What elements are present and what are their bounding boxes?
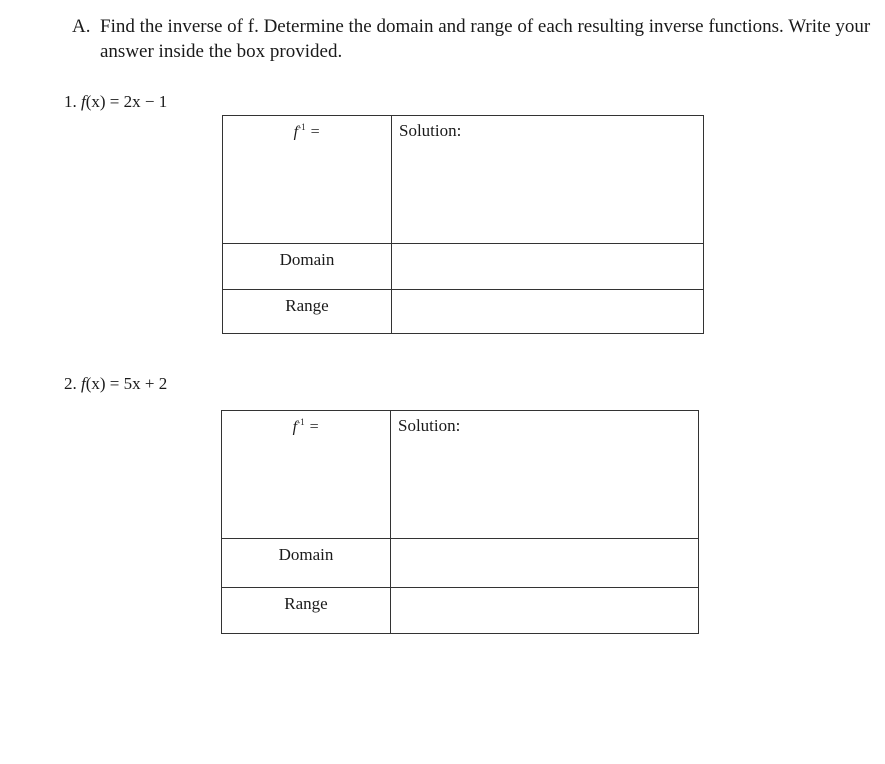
problem-2-range-label: Range (284, 594, 328, 613)
problem-1-function-name: f (81, 92, 86, 111)
problem-1-inverse-label: $f^{-1}$ = (293, 122, 321, 141)
problem-1-range-label-cell (223, 290, 392, 334)
problem-1-range-answer-cell[interactable] (392, 290, 704, 334)
problem-1-domain-answer-cell[interactable] (392, 244, 704, 290)
problem-2-statement (64, 374, 167, 394)
problem-2-solution-label: Solution: (398, 416, 461, 435)
problem-1-domain-label-cell (223, 244, 392, 290)
problem-2-range-label-cell (222, 588, 391, 634)
instruction-label: A. (72, 16, 91, 37)
problem-2-expression: (x) = 5x + 2 (85, 374, 168, 393)
problem-1-range-label: Range (285, 296, 329, 315)
problem-2-solution-cell[interactable] (391, 411, 699, 539)
problem-2-function-name: f (81, 374, 86, 393)
problem-1-solution-label: Solution: (399, 121, 462, 140)
problem-2-domain-label-cell (222, 539, 391, 588)
problem-2-domain-label: Domain (278, 545, 334, 564)
instruction-block (72, 14, 872, 64)
problem-2-domain-answer-cell[interactable] (391, 539, 699, 588)
problem-2-inverse-label: $f^{-1}$ = (292, 417, 320, 436)
problem-2-number: 2. (64, 374, 77, 393)
problem-1-domain-label: Domain (279, 250, 335, 269)
problem-2-answer-table (221, 410, 699, 634)
problem-1-statement (64, 92, 167, 112)
problem-2-inverse-cell[interactable] (222, 411, 391, 539)
problem-1-solution-cell[interactable] (392, 116, 704, 244)
problem-1-number: 1. (64, 92, 77, 111)
problem-1-expression: (x) = 2x − 1 (85, 92, 168, 111)
problem-1-inverse-cell[interactable] (223, 116, 392, 244)
instruction-text: Find the inverse of f. Determine the domain and range of each resulting inverse functions. Write your answer inside the box provided. (100, 16, 871, 62)
problem-2-range-answer-cell[interactable] (391, 588, 699, 634)
problem-1-answer-table (222, 115, 704, 334)
